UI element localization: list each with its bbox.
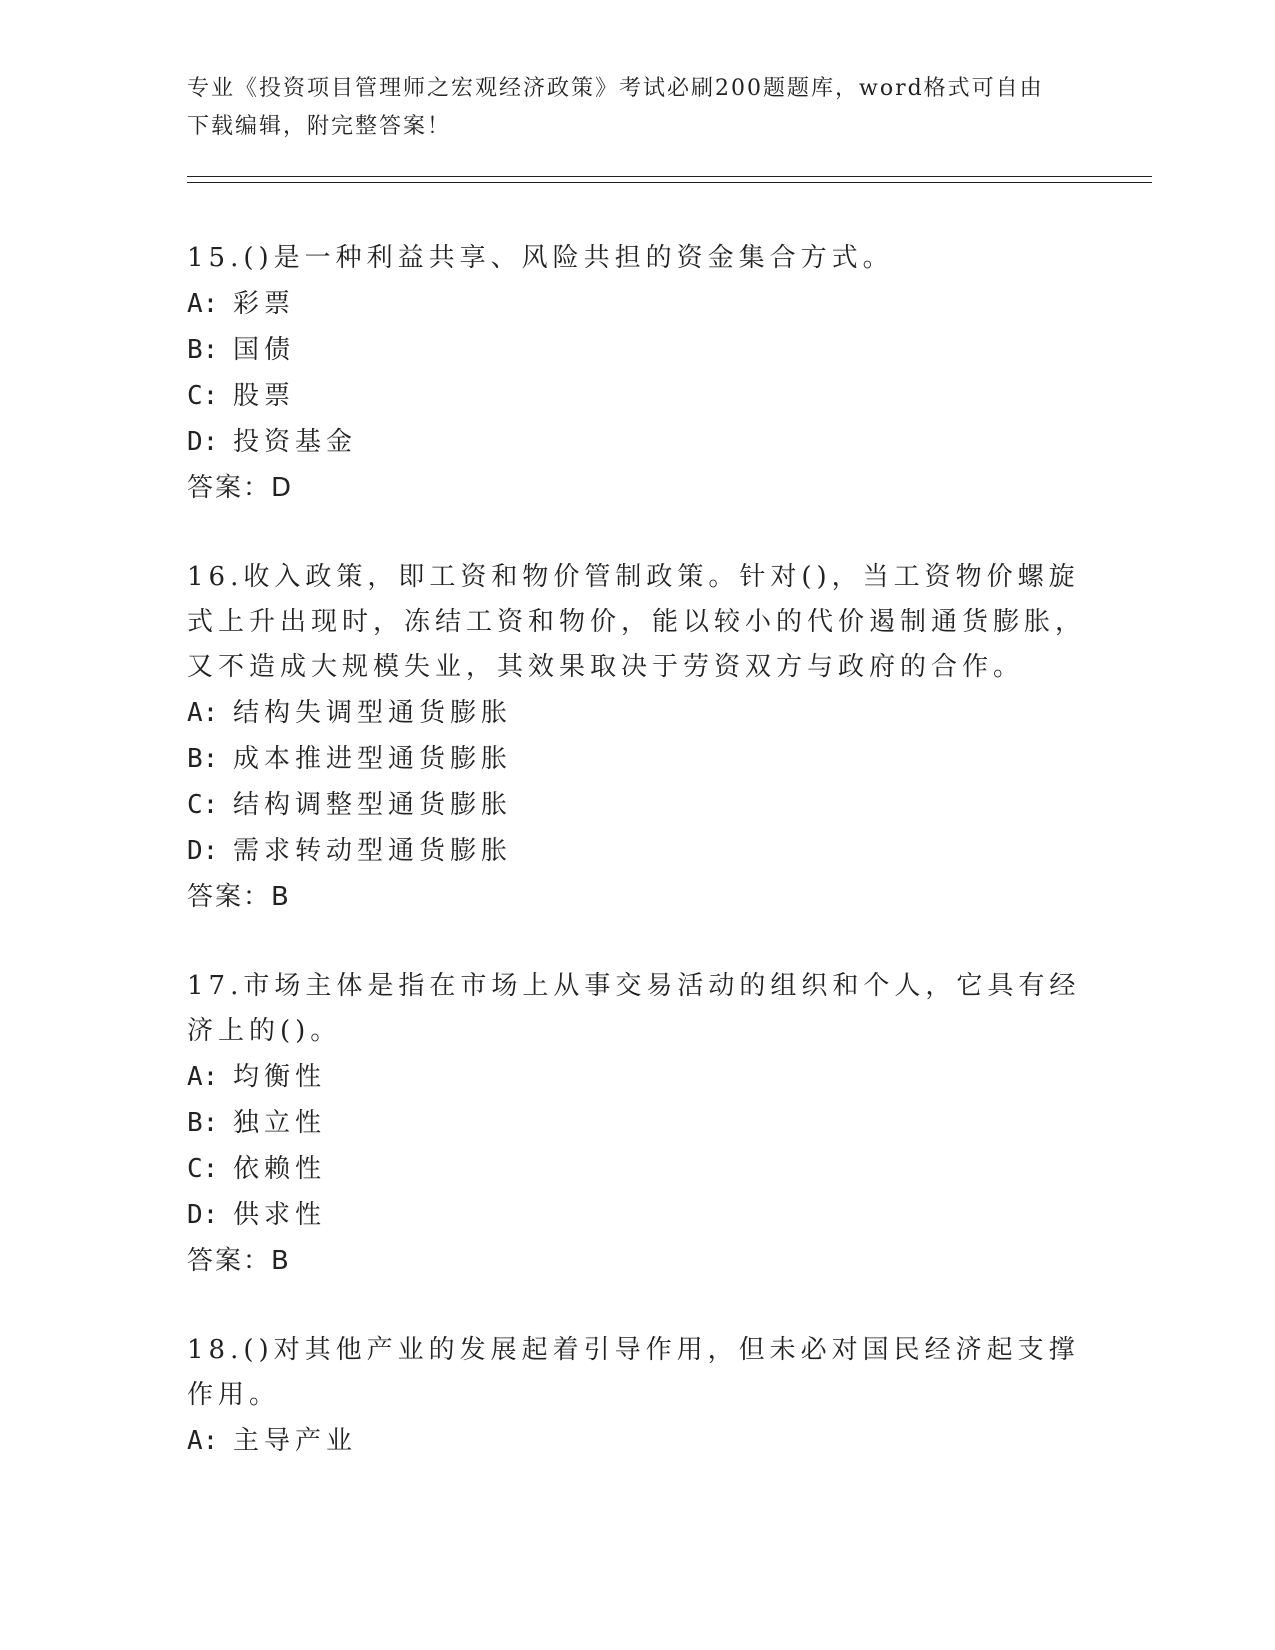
option-key: A:	[187, 1426, 219, 1456]
option-key: B:	[187, 335, 219, 365]
option-d	[187, 1192, 1087, 1238]
option-key: C:	[187, 1154, 219, 1184]
option-text: 需求转动型通货膨胀	[233, 836, 513, 866]
question-16	[187, 555, 1087, 920]
answer-line: 答案：B	[187, 1246, 291, 1276]
option-d	[187, 419, 1087, 465]
option-key: A:	[187, 289, 219, 319]
option-c	[187, 782, 1087, 828]
option-text: 均衡性	[233, 1062, 327, 1092]
intro-line-2: 下载编辑，附完整答案！	[187, 114, 452, 139]
option-text: 结构调整型通货膨胀	[233, 790, 513, 820]
option-key: D:	[187, 1200, 219, 1230]
option-b	[187, 736, 1087, 782]
answer-line: 答案：D	[187, 473, 294, 503]
option-text: 国债	[233, 335, 296, 365]
option-text: 投资基金	[233, 427, 358, 457]
option-key: B:	[187, 1108, 219, 1138]
option-key: D:	[187, 836, 219, 866]
option-a	[187, 1418, 1087, 1464]
question-18	[187, 1328, 1087, 1464]
option-text: 结构失调型通货膨胀	[233, 698, 513, 728]
option-key: B:	[187, 744, 219, 774]
option-c	[187, 373, 1087, 419]
question-15	[187, 236, 1087, 511]
option-key: C:	[187, 790, 219, 820]
question-list	[187, 236, 1087, 1508]
question-stem: 17.市场主体是指在市场上从事交易活动的组织和个人，它具有经济上的()。	[187, 971, 1081, 1046]
option-d	[187, 828, 1087, 874]
option-text: 主导产业	[233, 1426, 358, 1456]
option-c	[187, 1146, 1087, 1192]
option-text: 成本推进型通货膨胀	[233, 744, 513, 774]
option-text: 独立性	[233, 1108, 327, 1138]
option-text: 彩票	[233, 289, 296, 319]
option-key: D:	[187, 427, 219, 457]
header-double-rule	[187, 176, 1152, 183]
option-b	[187, 327, 1087, 373]
question-stem: 16.收入政策，即工资和物价管制政策。针对()，当工资物价螺旋式上升出现时，冻结工资和物价，能以较小的代价遏制通货膨胀，又不造成大规模失业，其效果取决于劳资双方与政府的合作。	[187, 562, 1087, 682]
option-text: 供求性	[233, 1200, 327, 1230]
option-a	[187, 281, 1087, 327]
document-intro	[187, 70, 1087, 146]
question-17	[187, 964, 1087, 1284]
option-key: A:	[187, 1062, 219, 1092]
option-text: 股票	[233, 381, 296, 411]
option-key: A:	[187, 698, 219, 728]
option-a	[187, 1054, 1087, 1100]
option-key: C:	[187, 381, 219, 411]
option-text: 依赖性	[233, 1154, 327, 1184]
option-a	[187, 690, 1087, 736]
intro-line-1: 专业《投资项目管理师之宏观经济政策》考试必刷200题题库，word格式可自由	[187, 76, 1044, 101]
answer-line: 答案：B	[187, 882, 291, 912]
question-stem: 18.()对其他产业的发展起着引导作用，但未必对国民经济起支撑作用。	[187, 1335, 1080, 1410]
option-b	[187, 1100, 1087, 1146]
question-stem: 15.()是一种利益共享、风险共担的资金集合方式。	[187, 243, 894, 273]
